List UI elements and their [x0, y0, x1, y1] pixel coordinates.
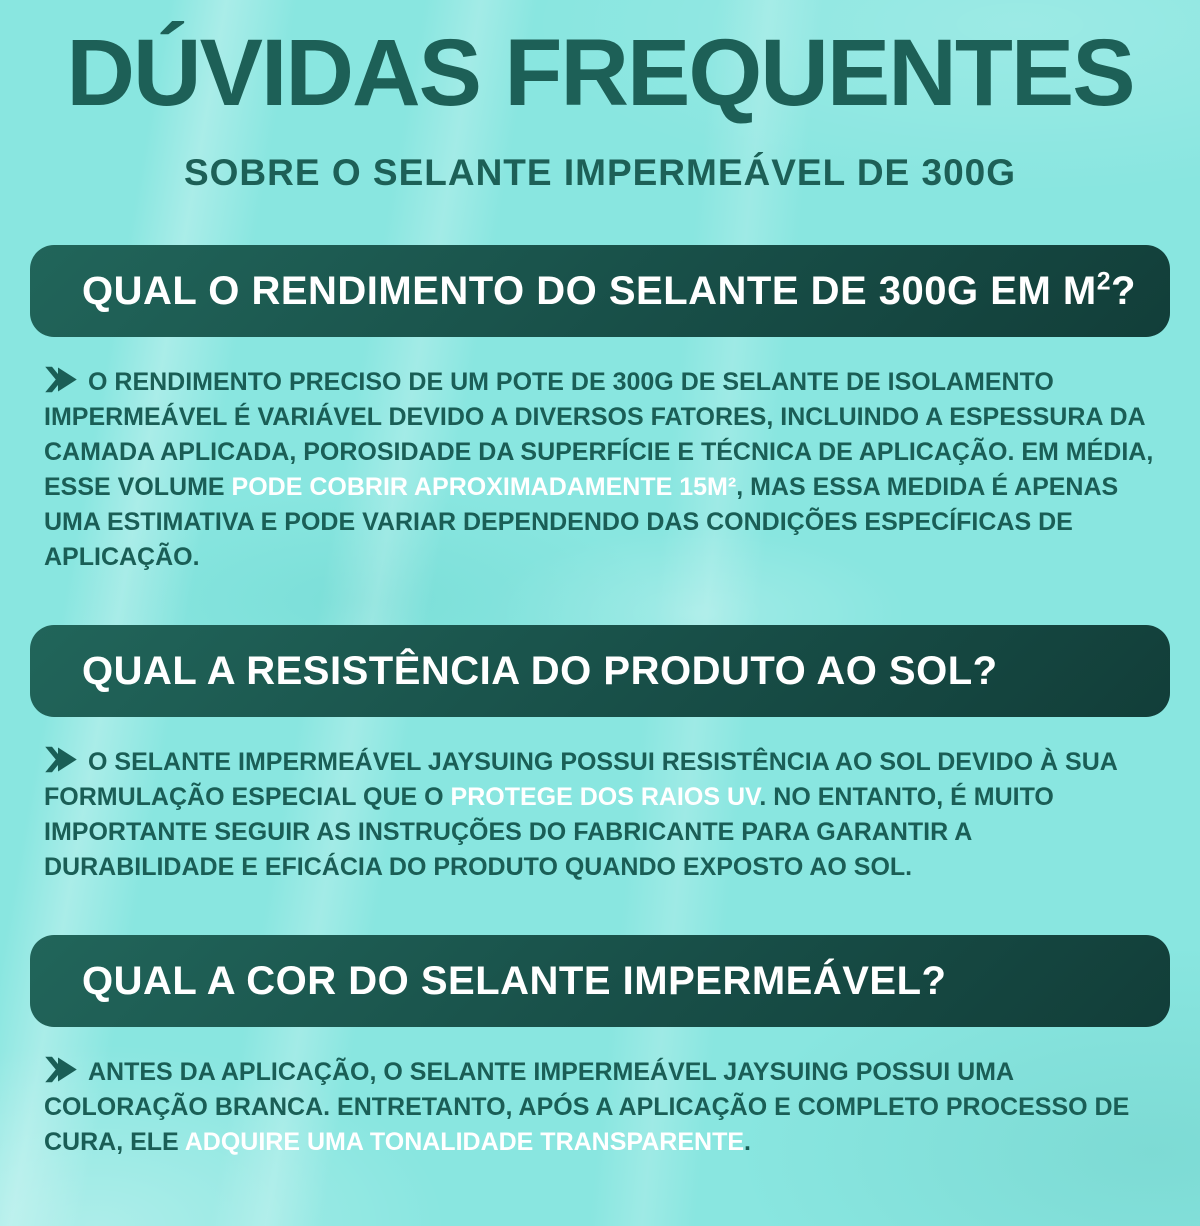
double-arrow-right-icon	[44, 746, 78, 773]
answer-label: ANTES DA APLICAÇÃO, O SELANTE IMPERMEÁVEL JAYSUING POSSUI UMA COLORAÇÃO BRANCA. ENTRETANTO, APÓS A APLICAÇÃO E COMPLETO PROCESSO DE CURA, ELE ADQUIRE UMA TONALIDADE TRANSPARENTE.	[44, 1058, 1130, 1157]
faq-poster	[0, 20, 1200, 1226]
answer-text	[44, 1055, 1154, 1160]
faq-item	[0, 625, 1200, 885]
question-banner	[30, 245, 1170, 337]
double-arrow-right-icon	[44, 1056, 78, 1083]
faq-item	[0, 245, 1200, 575]
page-subtitle: SOBRE O SELANTE IMPERMEÁVEL DE 300G	[183, 152, 1017, 193]
double-arrow-right-icon	[44, 366, 78, 393]
question-label: QUAL A RESISTÊNCIA DO PRODUTO AO SOL?	[82, 649, 998, 694]
question-banner	[30, 625, 1170, 717]
answer-label: O RENDIMENTO PRECISO DE UM POTE DE 300G DE SELANTE DE ISOLAMENTO IMPERMEÁVEL É VARIÁVEL DEVIDO A DIVERSOS FATORES, INCLUINDO A ESPESSURA DA CAMADA APLICADA, POROSIDADE DA SUPERFÍCIE E TÉCNICA DE APLICAÇÃO. EM MÉDIA, ESSE VOLUME PODE COBRIR APROXIMADAMENTE 15M², MAS ESSA MEDIDA É APENAS UMA ESTIMATIVA E PODE VARIAR DEPENDENDO DAS CONDIÇÕES ESPECÍFICAS DE APLICAÇÃO.	[44, 368, 1154, 572]
answer-text	[44, 365, 1154, 575]
answer-label: O SELANTE IMPERMEÁVEL JAYSUING POSSUI RESISTÊNCIA AO SOL DEVIDO À SUA FORMULAÇÃO ESPECIAL QUE O PROTEGE DOS RAIOS UV. NO ENTANTO, É MUITO IMPORTANTE SEGUIR AS INSTRUÇÕES DO FABRICANTE PARA GARANTIR A DURABILIDADE E EFICÁCIA DO PRODUTO QUANDO EXPOSTO AO SOL.	[44, 748, 1117, 882]
question-label: QUAL A COR DO SELANTE IMPERMEÁVEL?	[82, 959, 947, 1004]
question-banner	[30, 935, 1170, 1027]
answer-text	[44, 745, 1154, 885]
page-title: DÚVIDAS FREQUENTES	[66, 20, 1134, 126]
faq-item	[0, 935, 1200, 1160]
question-label: QUAL O RENDIMENTO DO SELANTE DE 300G EM $M^2$?	[82, 269, 1136, 314]
